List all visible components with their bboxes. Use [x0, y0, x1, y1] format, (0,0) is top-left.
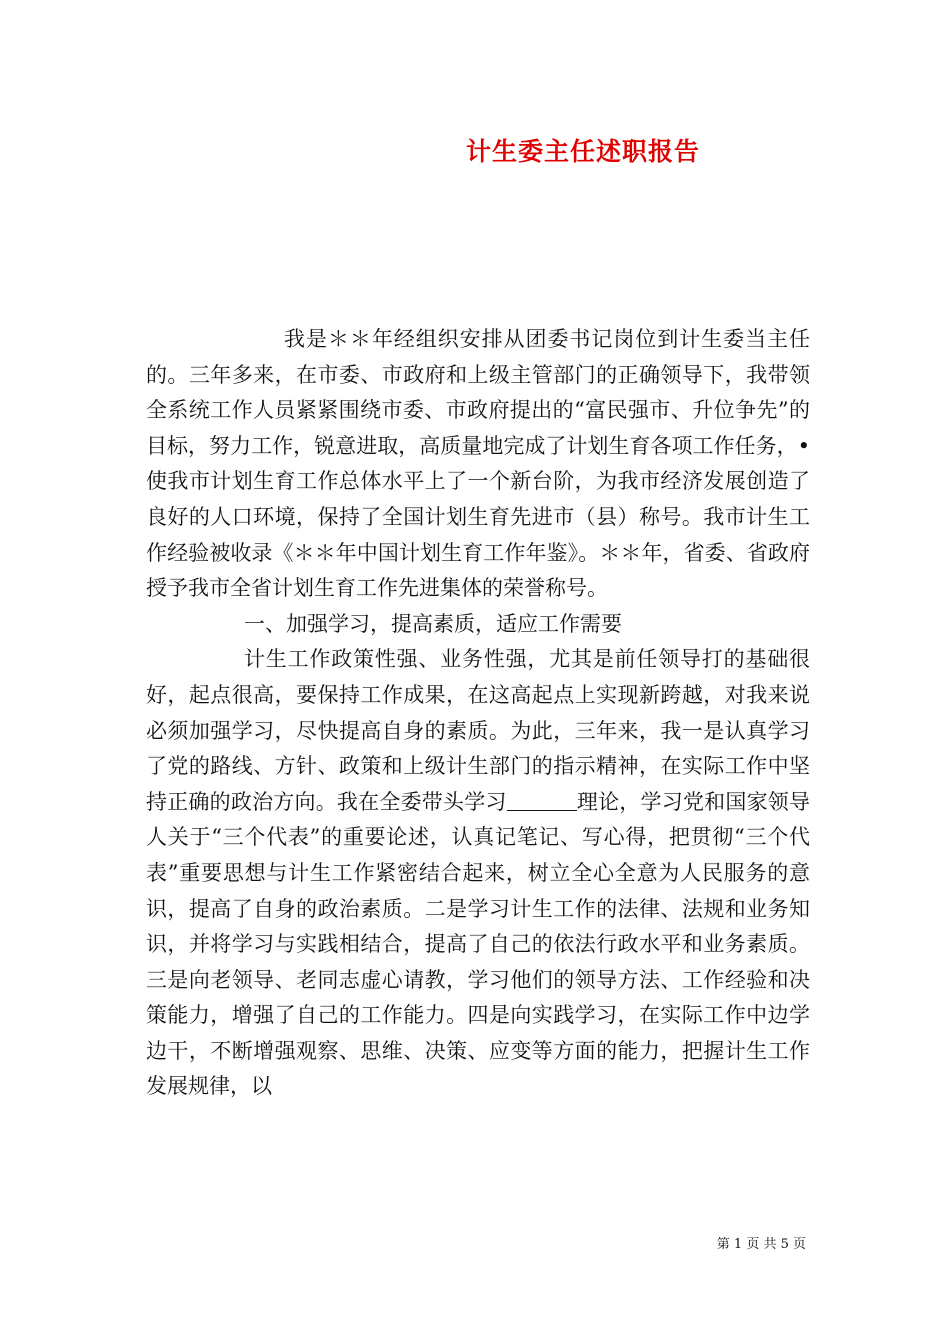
paragraph-section-1-part1: 计生工作政策性强、业务性强，尤其是前任领导打的基础很好，起点很高，要保持工作成果，在这高起点上实现新跨越，对我来说必须加强学习，尽快提高自身的素质。为此，三年来，我一是认真学习了党的路线、方针、政策和上级计生部门的指示精神，在实际工作中坚持正确的政治方向。我在全委带头学习 [146, 647, 810, 814]
document-title: 计生委主任述职报告 [465, 137, 700, 166]
page-number-footer: 第 1 页 共 5 页 [716, 1237, 806, 1252]
document-body [146, 322, 810, 1105]
section-heading-1: 一、加强学习，提高素质，适应工作需要 [244, 611, 622, 636]
paragraph-intro: 我是＊＊年经组织安排从团委书记岗位到计生委当主任的。三年多来，在市委、市政府和上级主管部门的正确领导下，我带领全系统工作人员紧紧围绕市委、市政府提出的“富民强市、升位争先”的目标，努力工作，锐意进取，高质量地完成了计划生育各项工作任务，•使我市计划生育工作总体水平上了一个新台阶，为我市经济发展创造了良好的人口环境，保持了全国计划生育先进市（县）称号。我市计生工作经验被收录《＊＊年中国计划生育工作年鉴》。＊＊年，省委、省政府授予我市全省计划生育工作先进集体的荣誉称号。 [146, 327, 810, 601]
paragraph-section-1 [146, 642, 810, 1105]
fill-in-blank [507, 789, 577, 811]
paragraph-section-1-part2: 理论，学习党和国家领导人关于“三个代表”的重要论述，认真记笔记、写心得，把贯彻“三个代表”重要思想与计生工作紧密结合起来，树立全心全意为人民服务的意识，提高了自身的政治素质。二是学习计生工作的法律、法规和业务知识，并将学习与实践相结合，提高了自己的依法行政水平和业务素质。三是向老领导、老同志虚心请教，学习他们的领导方法、工作经验和决策能力，增强了自己的工作能力。四是向实践学习，在实际工作中边学边干，不断增强观察、思维、决策、应变等方面的能力，把握计生工作发展规律，以 [146, 789, 811, 1099]
